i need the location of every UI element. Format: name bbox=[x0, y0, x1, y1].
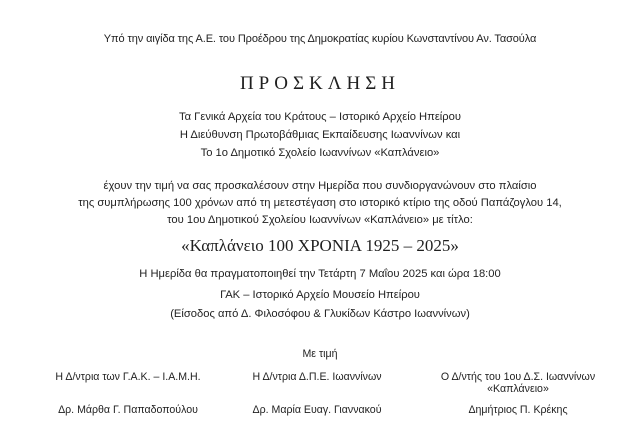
intro-line: έχουν την τιμή να σας προσκαλέσουν στην Ημερίδα που συνδιοργανώνουν στο πλαίσιο bbox=[103, 180, 537, 192]
signatory-1 bbox=[28, 370, 228, 430]
signatory-role: Η Δ/ντρια Δ.Π.Ε. Ιωαννίνων bbox=[252, 371, 382, 383]
invitation-title: ΠΡΟΣΚΛΗΣΗ bbox=[239, 73, 401, 94]
organizer-line: Το 1ο Δημοτικό Σχολείο Ιωαννίνων «Καπλάνειο» bbox=[200, 147, 440, 159]
signatory-name: Δρ. Μαρία Ευαγ. Γιαννακού bbox=[252, 404, 382, 416]
signatory-name: Δημήτριος Π. Κρέκης bbox=[468, 404, 568, 416]
closing-regards: Με τιμή bbox=[302, 348, 338, 360]
signatory-role: «Καπλάνειο» bbox=[487, 383, 549, 395]
organizer-line: Τα Γενικά Αρχεία του Κράτους – Ιστορικό Αρχείο Ηπείρου bbox=[179, 111, 461, 123]
signatory-3 bbox=[418, 370, 618, 430]
organizer-line: Η Διεύθυνση Πρωτοβάθμιας Εκπαίδευσης Ιωαννίνων και bbox=[179, 129, 461, 141]
intro-line: της συμπλήρωσης 100 χρόνων από τη μετεστέγαση στο ιστορικό κτίριο της οδού Παπάζογλου 14, bbox=[78, 197, 562, 209]
event-details-line: ΓΑΚ – Ιστορικό Αρχείο Μουσείο Ηπείρου bbox=[220, 289, 420, 301]
signatory-2 bbox=[217, 370, 417, 430]
intro-line: του 1ου Δημοτικού Σχολείου Ιωαννίνων «Καπλάνειο» με τίτλο: bbox=[167, 214, 473, 226]
event-details-line: Η Ημερίδα θα πραγματοποιηθεί την Τετάρτη 7 Μαΐου 2025 και ώρα 18:00 bbox=[139, 268, 501, 280]
event-title: «Καπλάνειο 100 ΧΡΟΝΙΑ 1925 – 2025» bbox=[181, 236, 459, 255]
signatory-name: Δρ. Μάρθα Γ. Παπαδοπούλου bbox=[58, 404, 198, 416]
signatory-role: Η Δ/ντρια των Γ.Α.Κ. – Ι.Α.Μ.Η. bbox=[55, 371, 201, 383]
signatory-role: Ο Δ/ντής του 1ου Δ.Σ. Ιωαννίνων bbox=[440, 371, 596, 383]
event-details-line: (Είσοδος από Δ. Φιλοσόφου & Γλυκίδων Κάστρο Ιωαννίνων) bbox=[170, 308, 470, 320]
auspices-line: Υπό την αιγίδα της Α.Ε. του Προέδρου της Δημοκρατίας κυρίου Κωνσταντίνου Αν. Τασούλα bbox=[103, 33, 537, 45]
